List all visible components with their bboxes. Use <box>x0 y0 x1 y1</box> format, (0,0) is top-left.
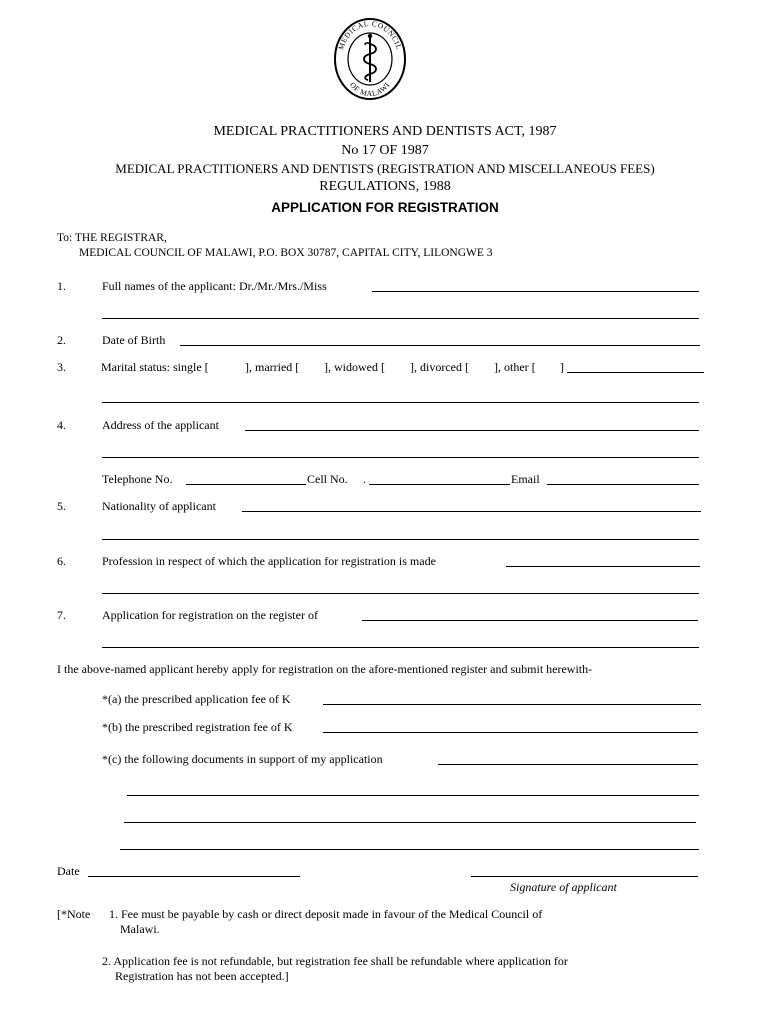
full-names-field[interactable] <box>372 291 699 292</box>
signature-caption: Signature of applicant <box>510 880 617 894</box>
note-2-line-1: 2. Application fee is not refundable, but registration fee shall be refundable where application for <box>102 954 568 968</box>
marital-close-bracket: ] <box>560 360 564 374</box>
cell-label: Cell No. <box>307 472 348 486</box>
dob-field[interactable] <box>180 345 700 346</box>
item-number-6: 6. <box>57 554 66 568</box>
item-number-4: 4. <box>57 418 66 432</box>
other-option-label: ], other [ <box>494 360 536 374</box>
nationality-field-line2[interactable] <box>102 539 699 540</box>
cell-dot: . <box>363 472 366 486</box>
profession-label: Profession in respect of which the application for registration is made <box>102 554 436 568</box>
registration-fee-label: *(b) the prescribed registration fee of K <box>102 720 293 734</box>
item-number-7: 7. <box>57 608 66 622</box>
address-label: Address of the applicant <box>102 418 219 432</box>
marital-other-field-line2[interactable] <box>102 402 699 403</box>
single-checkbox[interactable] <box>232 360 244 374</box>
documents-field-line2[interactable] <box>127 795 699 796</box>
item-number-5: 5. <box>57 499 66 513</box>
divorced-option-label: ], divorced [ <box>410 360 469 374</box>
telephone-field[interactable] <box>186 484 306 485</box>
act-number: No 17 OF 1987 <box>341 143 429 158</box>
act-title: MEDICAL PRACTITIONERS AND DENTISTS ACT, 1987 <box>213 124 557 139</box>
seal-bottom-text: OF MALAWI <box>348 80 392 99</box>
email-label: Email <box>511 472 540 486</box>
note-1-line-1: 1. Fee must be payable by cash or direct deposit made in favour of the Medical Council of <box>109 907 543 921</box>
application-fee-field[interactable] <box>323 704 701 705</box>
email-field[interactable] <box>547 484 699 485</box>
nationality-field[interactable] <box>242 511 701 512</box>
address-field[interactable] <box>245 430 699 431</box>
registration-fee-field[interactable] <box>323 732 698 733</box>
note-2-line-2: Registration has not been accepted.] <box>115 969 289 983</box>
widowed-option-label: ], widowed [ <box>324 360 385 374</box>
regulations-title: MEDICAL PRACTITIONERS AND DENTISTS (REGISTRATION AND MISCELLANEOUS FEES) <box>115 161 655 176</box>
addressee-address: MEDICAL COUNCIL OF MALAWI, P.O. BOX 30787, CAPITAL CITY, LILONGWE 3 <box>79 247 493 259</box>
note-1-line-2: Malawi. <box>120 922 160 936</box>
documents-label: *(c) the following documents in support of my application <box>102 752 383 766</box>
item-number-3: 3. <box>57 360 66 374</box>
item-number-2: 2. <box>57 333 66 347</box>
married-option-label: ], married [ <box>245 360 300 374</box>
nationality-label: Nationality of applicant <box>102 499 216 513</box>
note-marker: [*Note <box>57 907 91 921</box>
seal-top-text: MEDICAL COUNCIL <box>336 18 404 51</box>
addressee-to: To: THE REGISTRAR, <box>57 232 167 244</box>
declaration-statement: I the above-named applicant hereby apply for registration on the afore-mentioned register and submit herewith- <box>57 662 593 676</box>
register-label: Application for registration on the register of <box>102 608 318 622</box>
profession-field-line2[interactable] <box>102 593 699 594</box>
cell-field[interactable] <box>369 484 510 485</box>
application-fee-label: *(a) the prescribed application fee of K <box>102 692 291 706</box>
medical-council-seal <box>332 16 408 102</box>
full-names-label: Full names of the applicant: Dr./Mr./Mrs./Miss <box>102 279 327 293</box>
register-field[interactable] <box>362 620 698 621</box>
full-names-field-line2[interactable] <box>102 318 699 319</box>
item-number-1: 1. <box>57 279 66 293</box>
documents-field-line4[interactable] <box>120 849 699 850</box>
marital-other-field[interactable] <box>567 372 704 373</box>
signature-field[interactable] <box>471 876 698 877</box>
other-checkbox[interactable] <box>547 360 559 374</box>
marital-status-label: Marital status: single [ <box>101 360 209 374</box>
widowed-checkbox[interactable] <box>398 360 410 374</box>
telephone-label: Telephone No. <box>102 472 173 486</box>
date-label: Date <box>57 864 80 878</box>
documents-field[interactable] <box>438 764 698 765</box>
date-field[interactable] <box>88 876 300 877</box>
form-title: APPLICATION FOR REGISTRATION <box>271 200 499 215</box>
documents-field-line3[interactable] <box>124 822 696 823</box>
regulations-year: REGULATIONS, 1988 <box>319 179 451 194</box>
married-checkbox[interactable] <box>312 360 324 374</box>
profession-field[interactable] <box>506 566 700 567</box>
dob-label: Date of Birth <box>102 333 166 347</box>
address-field-line2[interactable] <box>102 457 699 458</box>
register-field-line2[interactable] <box>102 647 699 648</box>
